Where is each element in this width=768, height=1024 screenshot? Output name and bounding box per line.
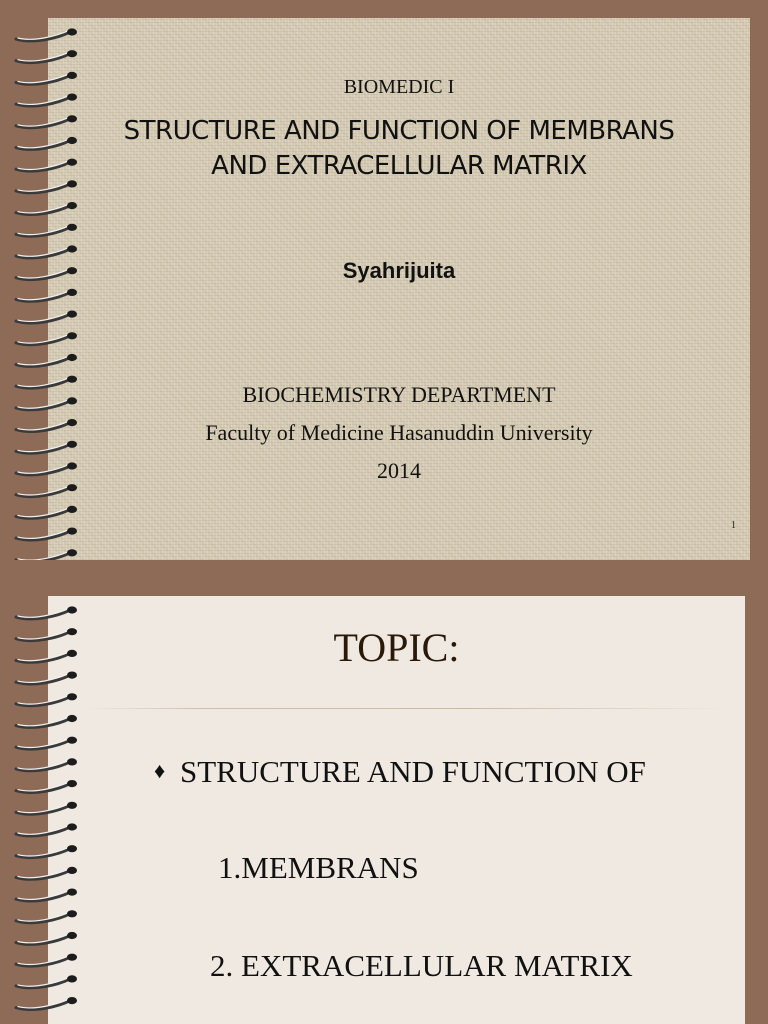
slide-2-title: TOPIC:	[333, 625, 460, 670]
course-label: BIOMEDIC I	[343, 76, 455, 98]
bullet-item	[154, 754, 646, 790]
year-label: 2014	[377, 458, 421, 483]
title-divider	[84, 708, 731, 709]
slide-1	[0, 18, 750, 560]
list-item-membrans: 1.MEMBRANS	[218, 850, 419, 885]
slide-2	[0, 596, 745, 1024]
faculty-name: Faculty of Medicine Hasanuddin University	[205, 420, 593, 445]
department-name: BIOCHEMISTRY DEPARTMENT	[242, 382, 556, 407]
bullet-text: STRUCTURE AND FUNCTION OF	[180, 754, 646, 789]
slide-1-title	[48, 114, 750, 184]
title-line-1: STRUCTURE AND FUNCTION OF MEMBRANS	[123, 116, 675, 146]
author-name: Syahrijuita	[342, 258, 456, 283]
diamond-bullet-icon: ♦	[154, 758, 166, 783]
list-item-extracellular-matrix: 2. EXTRACELLULAR MATRIX	[210, 948, 633, 983]
title-line-2: AND EXTRACELLULAR MATRIX	[211, 151, 587, 181]
page-number: 1	[731, 520, 736, 531]
